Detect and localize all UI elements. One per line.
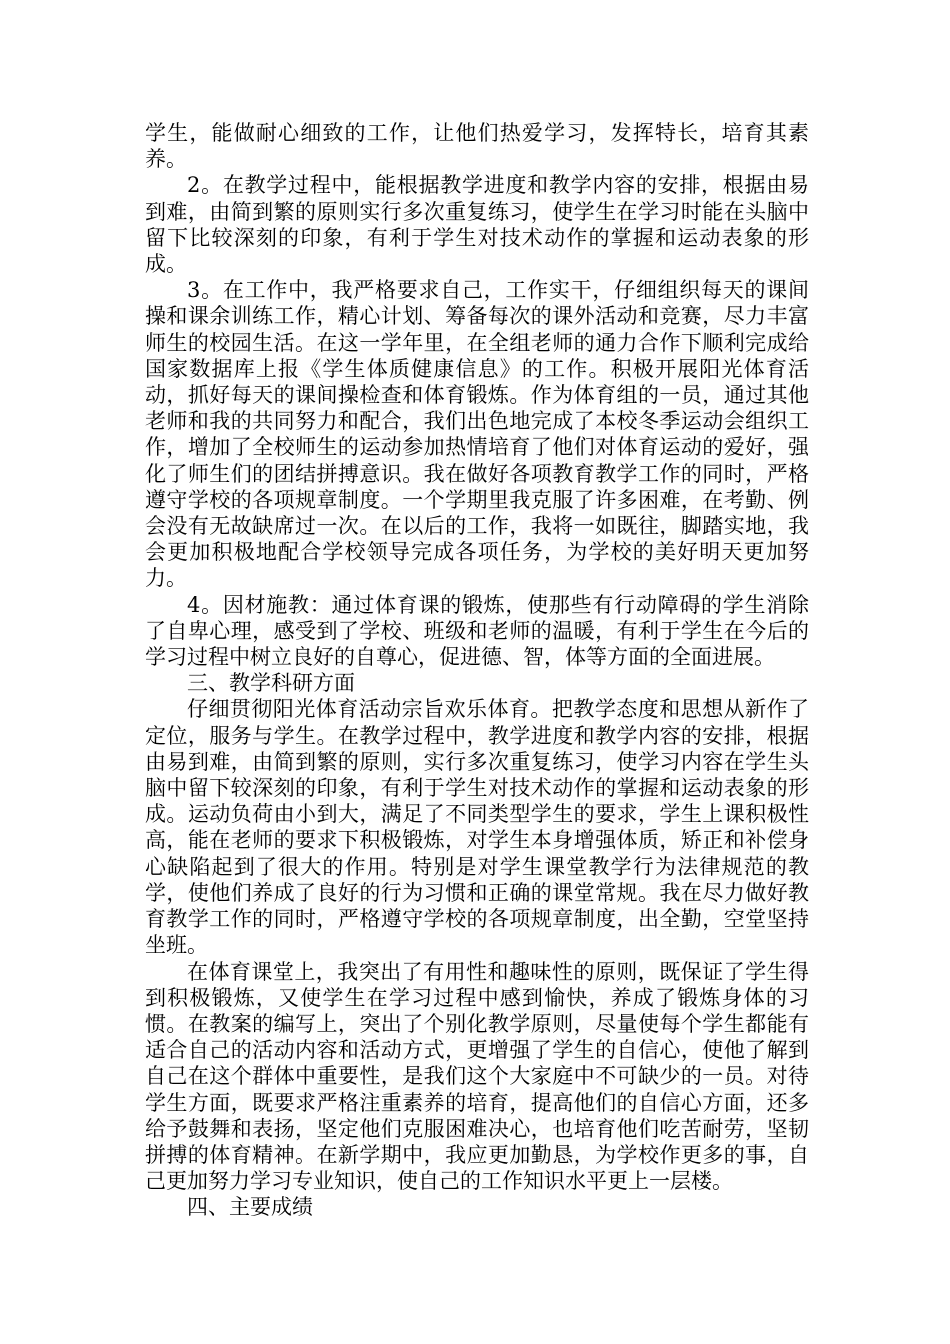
paragraph-item-4: 4。因材施教：通过体育课的锻炼，使那些有行动障碍的学生消除了自卑心理，感受到了学校、班级和老师的温暖，有利于学生在今后的学习过程中树立良好的自尊心，促进德、智，体等方面的全面进展。 [145,592,809,670]
section-heading-achievements: 四、主要成绩 [187,1195,313,1220]
paragraph-item-3: 3。在工作中，我严格要求自己，工作实干，仔细组织每天的课间操和课余训练工作，精心计划、筹备每次的课外活动和竞赛，尽力丰富师生的校园生活。在这一学年里，在全组老师的通力合作下顺利完成给国家数据库上报《学生体质健康信息》的工作。积极开展阳光体育活动，抓好每天的课间操检查和体育锻炼。作为体育组的一员，通过其他老师和我的共同努力和配合，我们出色地完成了本校冬季运动会组织工作，增加了全校师生的运动参加热情培育了他们对体育运动的爱好，强化了师生们的团结拼搏意识。我在做好各项教育教学工作的同时，严格遵守学校的各项规章制度。一个学期里我克服了许多困难，在考勤、例会没有无故缺席过一次。在以后的工作，我将一如既往，脚踏实地，我会更加积极地配合学校领导完成各项任务，为学校的美好明天更加努力。 [145,278,809,591]
section-heading-research: 三、教学科研方面 [187,671,355,696]
paragraph-research-1: 仔细贯彻阳光体育活动宗旨欢乐体育。把教学态度和思想从新作了定位，服务与学生。在教学过程中，教学进度和教学内容的安排，根据由易到难，由简到繁的原则，实行多次重复练习，使学习内容在学生头脑中留下较深刻的印象，有利于学生对技术动作的掌握和运动表象的形成。运动负荷由小到大，满足了不同类型学生的要求，学生上课积极性高，能在老师的要求下积极锻炼，对学生本身增强体质，矫正和补偿身心缺陷起到了很大的作用。特别是对学生课堂教学行为法律规范的教学，使他们养成了良好的行为习惯和正确的课堂常规。我在尽力做好教育教学工作的同时，严格遵守学校的各项规章制度，出全勤，空堂坚持坐班。 [145,697,809,958]
document-page [145,120,809,1221]
paragraph-continuation: 学生，能做耐心细致的工作，让他们热爱学习，发挥特长，培育其素养。 [145,121,809,172]
paragraph-item-2: 2。在教学过程中，能根据教学进度和教学内容的安排，根据由易到难，由简到繁的原则实行多次重复练习，使学生在学习时能在头脑中留下比较深刻的印象，有利于学生对技术动作的掌握和运动表象的形成。 [145,173,809,277]
paragraph-research-2: 在体育课堂上，我突出了有用性和趣味性的原则，既保证了学生得到积极锻炼，又使学生在学习过程中感到愉快，养成了锻炼身体的习惯。在教案的编写上，突出了个别化教学原则，尽量使每个学生都能有适合自己的活动内容和活动方式，更增强了学生的自信心，使他了解到自己在这个群体中重要性，是我们这个大家庭中不可缺少的一员。对待学生方面，既要求严格注重素养的培育，提高他们的自信心方面，还多给予鼓舞和表扬，坚定他们克服困难决心，也培育他们吃苦耐劳，坚韧拼搏的体育精神。在新学期中，我应更加勤恳，为学校作更多的事，自己更加努力学习专业知识，使自己的工作知识水平更上一层楼。 [145,959,809,1194]
